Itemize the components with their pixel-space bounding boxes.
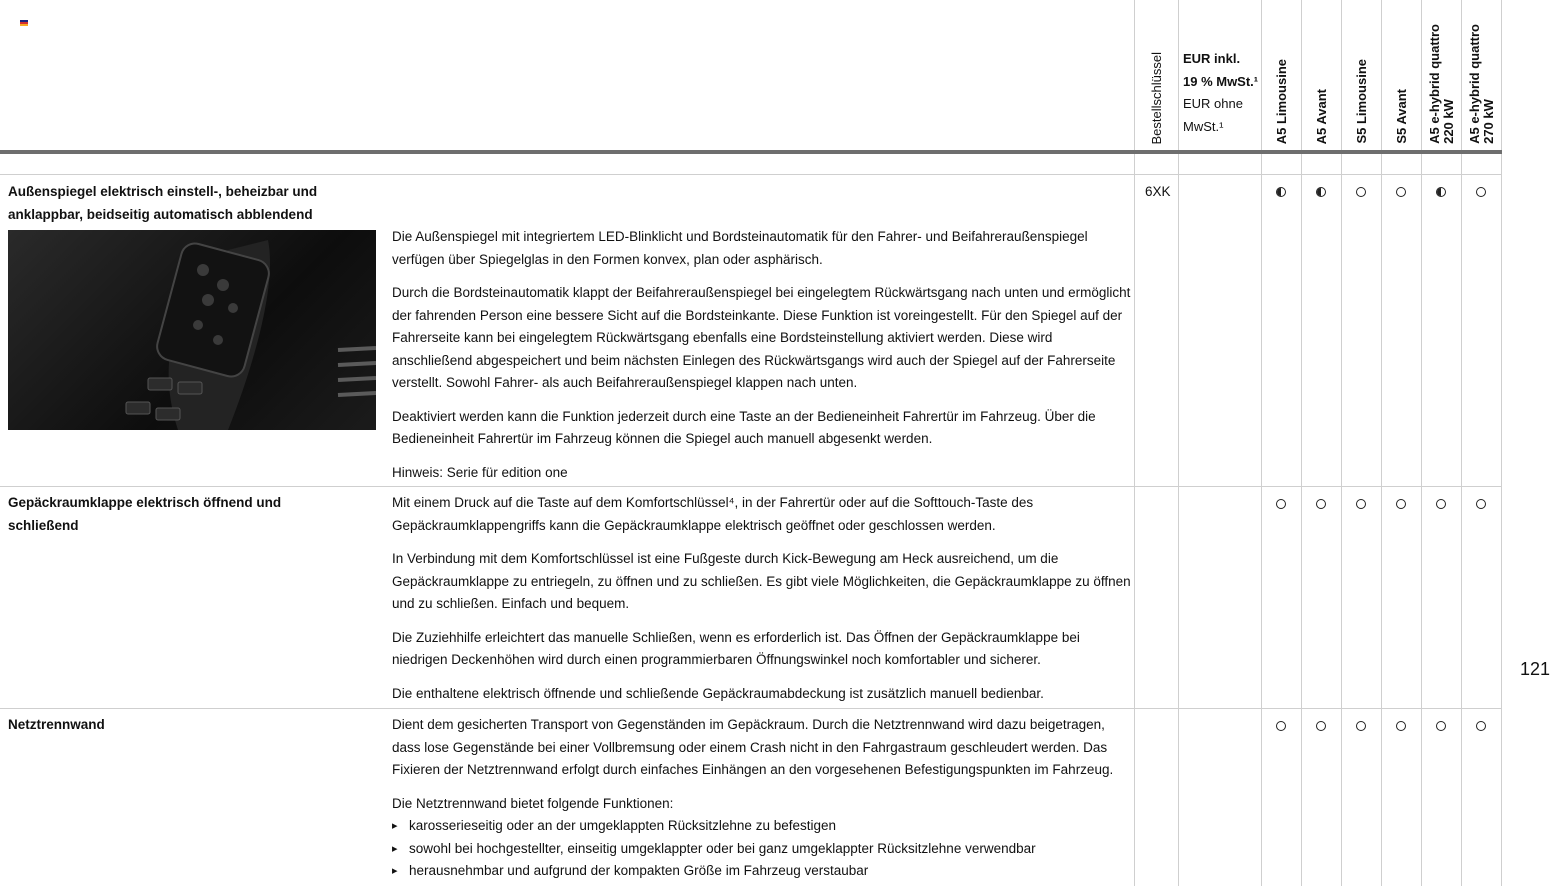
- open-circle-icon: [1356, 187, 1366, 197]
- open-circle-icon: [1356, 721, 1366, 731]
- open-circle-icon: [1356, 499, 1366, 509]
- open-circle-icon: [1436, 721, 1446, 731]
- open-circle-icon: [1476, 721, 1486, 731]
- open-circle-icon: [1436, 499, 1446, 509]
- row-description-tailgate: Mit einem Druck auf die Taste auf dem Komfortschlüssel⁴, in der Fahrertür oder auf die Softtouch-Taste des Gepäckraumklappengriffs kann die Gepäckraumklappe elektrisch geöffnet oder geschlossen werden. In Verbindung mit dem Komfortschlüssel ist eine Fußgeste durch Kick-Bewegung am Heck ausreichend, um die Gepäckraumklappe zu entriegeln, zu öffnen und zu schließen. Es gibt viele Möglichkeiten, die Gepäckraumklappe zu öffnen und zu schließen. Einfach und bequem. Die Zuziehhilfe erleichtert das manuelle Schließen, wenn es erforderlich ist. Das Öffnen der Gepäckraumklappe bei niedrigen Deckenhöhen wird durch einen programmierbaren Öffnungswinkel noch komfortabler und sicherer. Die enthaltene elektrisch öffnende und schließende Gepäckraumabdeckung ist zusätzlich manuell bedienbar.: [392, 495, 1131, 701]
- list-item: ▸ karosserieseitig oder an der umgeklappten Rücksitzlehne zu befestigen: [392, 815, 1134, 838]
- header-model-a5-limousine: A5 Limousine: [1274, 58, 1289, 144]
- open-circle-icon: [1276, 721, 1286, 731]
- row-description-mirror: Die Außenspiegel mit integriertem LED-Blinklicht und Bordsteinautomatik für den Fahrer- und Beifahreraußenspiegel verfügen über Spiegelglas in den Formen konvex, plan oder asphärisch. Durch die Bordsteinautomatik klappt der Beifahreraußenspiegel bei eingelegtem Rückwärtsgang nach unten und ermöglicht der fahrenden Person eine bessere Sicht auf die Bordsteinkante. Diese Funktion ist voreingestellt. Für den Spiegel auf der Fahrerseite kann bei eingelegtem Rückwärtsgang ebenfalls eine Bordsteinstellung aktiviert werden. Diese wird anschließend abgespeichert und beim nächsten Einlegen des Rückwärtsgangs wird auch der Spiegel auf der Fahrerseite verstellt. Sowohl Fahrer- als auch Beifahreraußenspiegel klappen nach unten. Deaktiviert werden kann die Funktion jederzeit durch eine Taste an der Bedieneinheit Fahrertür im Fahrzeug. Über die Bedieneinheit Fahrertür im Fahrzeug können die Spiegel auch manuell abgesenkt werden. Hinweis: Serie für edition one: [392, 229, 1131, 480]
- header-model-a5-ehybrid-270: A5 e-hybrid quattro 270 kW: [1467, 24, 1496, 144]
- row-divider: [0, 174, 1502, 175]
- header-order-key: Bestellschlüssel: [1149, 51, 1164, 144]
- column-divider: [1501, 0, 1502, 886]
- row-title-net-partition: Netztrennwand: [8, 717, 105, 732]
- feature-list: [392, 815, 1134, 883]
- open-circle-icon: [1276, 499, 1286, 509]
- open-circle-icon: [1316, 499, 1326, 509]
- header-model-s5-avant: S5 Avant: [1394, 89, 1409, 144]
- open-circle-icon: [1396, 187, 1406, 197]
- open-circle-icon: [1396, 499, 1406, 509]
- door-panel-photo: [8, 230, 376, 430]
- header-model-s5-limousine: S5 Limousine: [1354, 59, 1369, 144]
- column-divider: [1178, 0, 1179, 886]
- row-title-tailgate: Gepäckraumklappe elektrisch öffnend und schließend: [8, 495, 282, 533]
- open-circle-icon: [1396, 721, 1406, 731]
- column-divider: [1301, 0, 1302, 886]
- open-circle-icon: [1476, 499, 1486, 509]
- column-divider: [1421, 0, 1422, 886]
- header-rule: [0, 150, 1502, 154]
- language-flag-icon: [20, 20, 28, 26]
- half-circle-icon: [1316, 187, 1326, 197]
- header-model-a5-ehybrid-220: A5 e-hybrid quattro 220 kW: [1427, 24, 1456, 144]
- order-code: 6XK: [1145, 184, 1171, 199]
- column-divider: [1461, 0, 1462, 886]
- open-circle-icon: [1316, 721, 1326, 731]
- header-model-a5-avant: A5 Avant: [1314, 88, 1329, 144]
- column-divider: [1341, 0, 1342, 886]
- half-circle-icon: [1436, 187, 1446, 197]
- column-divider: [1381, 0, 1382, 886]
- header-price: EUR inkl. 19 % MwSt.¹ EUR ohne MwSt.¹: [1183, 51, 1259, 134]
- row-description-net-partition: Dient dem gesicherten Transport von Gegenständen im Gepäckraum. Durch die Netztrennwand wird dazu beigetragen, dass lose Gegenstände bei einer Vollbremsung oder einem Crash nicht in den Fahrgastraum geschleudert werden. Das Fixieren der Netztrennwand erfolgt durch einfaches Einhängen an den vorgesehenen Befestigungspunkten im Fahrzeug. Die Netztrennwand bietet folgende Funktionen: ▸ karosserieseitig oder an der umgeklappten Rücksitzlehne zu befestigen ▸ sowohl bei hochgestellter, einseitig umgeklappter oder bei ganz umgeklappter Rücksitzlehne verwendbar ▸ herausnehmbar und aufgrund der kompakten Größe im Fahrzeug verstaubar: [392, 714, 1134, 883]
- open-circle-icon: [1476, 187, 1486, 197]
- half-circle-icon: [1276, 187, 1286, 197]
- list-item: ▸ sowohl bei hochgestellter, einseitig umgeklappter oder bei ganz umgeklappter Rücksitzlehne verwendbar: [392, 838, 1134, 861]
- column-divider: [1261, 0, 1262, 886]
- page-number: 121: [1520, 659, 1550, 679]
- row-title-mirror: Außenspiegel elektrisch einstell-, beheizbar und anklappbar, beidseitig automatisch abblendend: [8, 184, 318, 222]
- list-item: ▸ herausnehmbar und aufgrund der kompakten Größe im Fahrzeug verstaubar: [392, 860, 1134, 883]
- column-divider: [1134, 0, 1135, 886]
